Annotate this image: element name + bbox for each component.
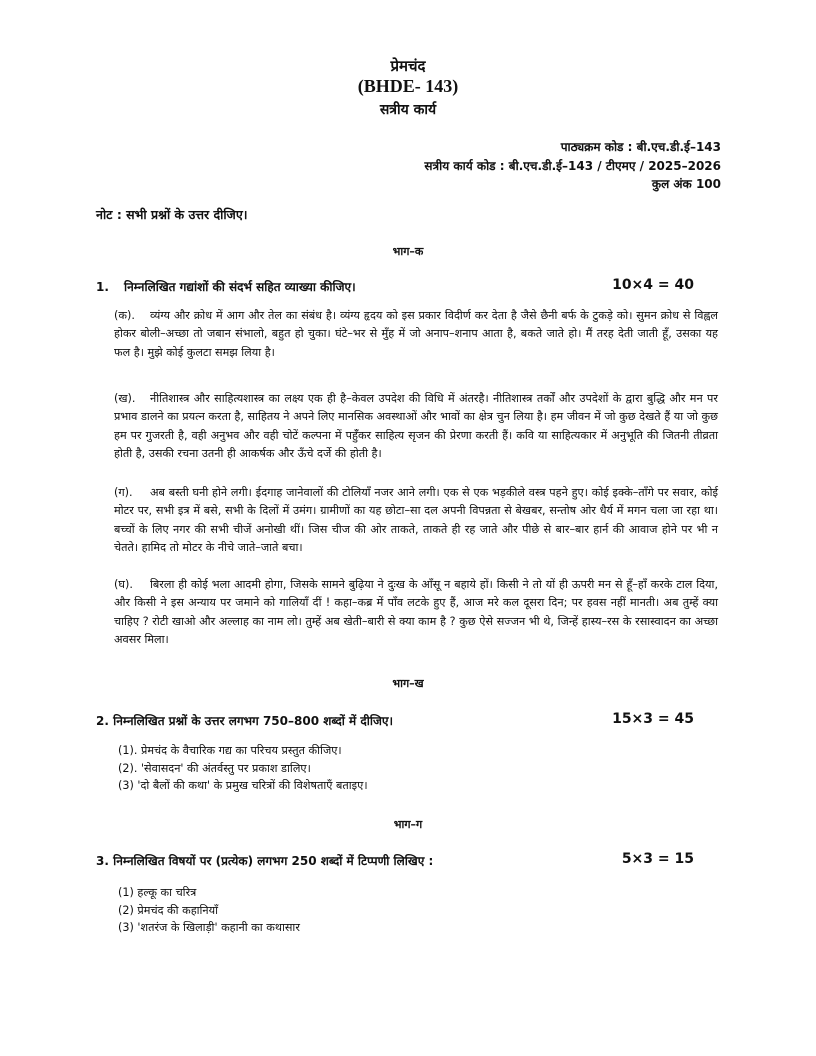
list-item: (2) प्रेमचंद की कहानियाँ (118, 903, 219, 917)
passage-kha-text: नीतिशास्त्र और साहित्यशास्त्र का लक्ष्य एक ही है–केवल उपदेश की विधि में अंतरहै। नीतिशास्त्र तर्कों और उपदेशों के द्वारा बुद्धि और मन पर प्रभाव डालने का प्रयत्न करता है, साहितय ने अपने लिए मानसिक अवस्थाओं और भावों का क्षेत्र चुन लिया है। हम जीवन में जो कुछ देखते हैं या जो कुछ हम पर गुजरती है, वही अनुभव और वही चोटें कल्पना में पहुँँकर साहित्य सृजन की प्रेरणा करती हैं। कवि या साहित्यकार में अनुभूति की जितनी तीव्रता होती है, उसकी रचना उतनी ही आकर्षक और ऊँचे दर्जे की होती है। (114, 392, 718, 460)
passage-kha (114, 390, 718, 463)
question-2-list (118, 742, 368, 795)
assignment-code: सत्रीय कार्य कोड : बी.एच.डी.ई–143 / टीएमए / 2025–2026 (424, 158, 721, 173)
section-c-label: भाग–ग (393, 818, 423, 831)
question-3-text: 3. निम्नलिखित विषयों पर (प्रत्येक) लगभग 250 शब्दों में टिप्पणी लिखिए : (96, 854, 434, 868)
list-item: (3) 'दो बैलों की कथा' के प्रमुख चरित्रों की विशेषताएँ बताइए। (118, 779, 368, 792)
question-3-list (118, 884, 300, 937)
course-code-title: (BHDE- 143) (357, 76, 459, 96)
question-1-number: 1. (96, 280, 109, 294)
passage-gha-label: (घ). (114, 578, 133, 591)
question-2-marks: 15×3 = 45 (612, 711, 694, 727)
passage-ga-label: (ग). (114, 486, 133, 499)
passage-gha (114, 576, 718, 649)
question-1 (96, 278, 720, 295)
passage-ga (114, 484, 718, 557)
list-item: (1) हल्कू का चरित्र (118, 886, 197, 899)
question-1-marks: 10×4 = 40 (612, 277, 694, 293)
section-b-label: भाग–ख (392, 677, 424, 690)
passage-ka (114, 307, 718, 362)
passage-ka-label: (क). (114, 309, 135, 322)
assignment-title: सत्रीय कार्य (379, 102, 437, 118)
passage-gha-text: बिरला ही कोई भला आदमी होगा, जिसके सामने बुढ़िया ने दुःख के आँसू न बहाये हों। किसी ने तो यों ही ऊपरी मन से हूँ–हाँ करके टाल दिया, और किसी ने इस अन्याय पर जमाने को गालियाँ दीं ! कहा–कब्र में पाँव लटके हुए हैं, आज मरे कल दूसरा दिन; पर हवस नहीं मानती। अब तुम्हें क्या चाहिए ? रोटी खाओ और अल्लाह का नाम लो। तुम्हें अब खेती–बारी से क्या काम है ? कुछ ऐसे सज्जन भी थे, जिन्हें हास्य–रस के रसास्वादन का अच्छा अवसर मिला। (114, 578, 718, 646)
instruction-note: नोट : सभी प्रश्नों के उत्तर दीजिए। (96, 207, 248, 222)
question-3-marks: 5×3 = 15 (621, 851, 694, 867)
passage-ga-text: अब बस्ती घनी होने लगी। ईदगाह जानेवालों की टोलियाँ नजर आने लगी। एक से एक भड़कीले वस्त्र पहने हुए। कोई इक्के–ताँगे पर सवार, कोई मोटर पर, सभी इत्र में बसे, सभी के दिलों में उमंग। ग्रामीणों का यह छोटा–सा दल अपनी विपन्नता से बेखबर, सन्तोष ओर धैर्य में मगन चला जा रहा था। बच्चों के लिए नगर की सभी चीजें अनोखी थीं। जिस चीज की ओर ताकते, ताकते ही रह जाते और पीछे से बार–बार हार्न की आवाज होने पर भी न चेतते। हामिद तो मोटर के नीचे जाते–जाते बचा। (114, 486, 718, 554)
list-item: (1). प्रेमचंद के वैचारिक गद्य का परिचय प्रस्तुत कीजिए। (118, 744, 342, 757)
course-code: पाठ्यक्रम कोड : बी.एच.डी.ई–143 (560, 140, 721, 154)
passage-ka-text: व्यंग्य और क्रोध में आग और तेल का संबंध है। व्यंग्य हृदय को इस प्रकार विदीर्ण कर देता है जैसे छैनी बर्फ के टुकड़े को। सुमन क्रोध से विह्वल होकर बोली–अच्छा तो जबान संभालो, बहुत हो चुका। घंटे–भर से मुँह में जो अनाप–शनाप आता है, बकते जाते हो। मैं तरह देती जाती हूँ, उसका यह फल है। मुझे कोई कुलटा समझ लिया है। (114, 309, 718, 359)
author-title: प्रेमचंद (390, 57, 426, 75)
total-marks: कुल अंक 100 (651, 177, 721, 191)
passage-kha-label: (ख). (114, 392, 136, 405)
list-item: (3) 'शतरंज के खिलाड़ी' कहानी का कथासार (118, 921, 300, 934)
list-item: (2). 'सेवासदन' की अंतर्वस्तु पर प्रकाश डालिए। (118, 761, 311, 775)
question-1-text: निम्नलिखित गद्यांशों की संदर्भ सहित व्याख्या कीजिए। (124, 280, 356, 294)
code-block (424, 138, 721, 194)
question-2 (96, 712, 720, 729)
question-2-text: 2. निम्नलिखित प्रश्नों के उत्तर लगभग 750–800 शब्दों में दीजिए। (96, 714, 394, 728)
section-a-label: भाग–क (392, 245, 424, 258)
question-3 (96, 852, 720, 869)
